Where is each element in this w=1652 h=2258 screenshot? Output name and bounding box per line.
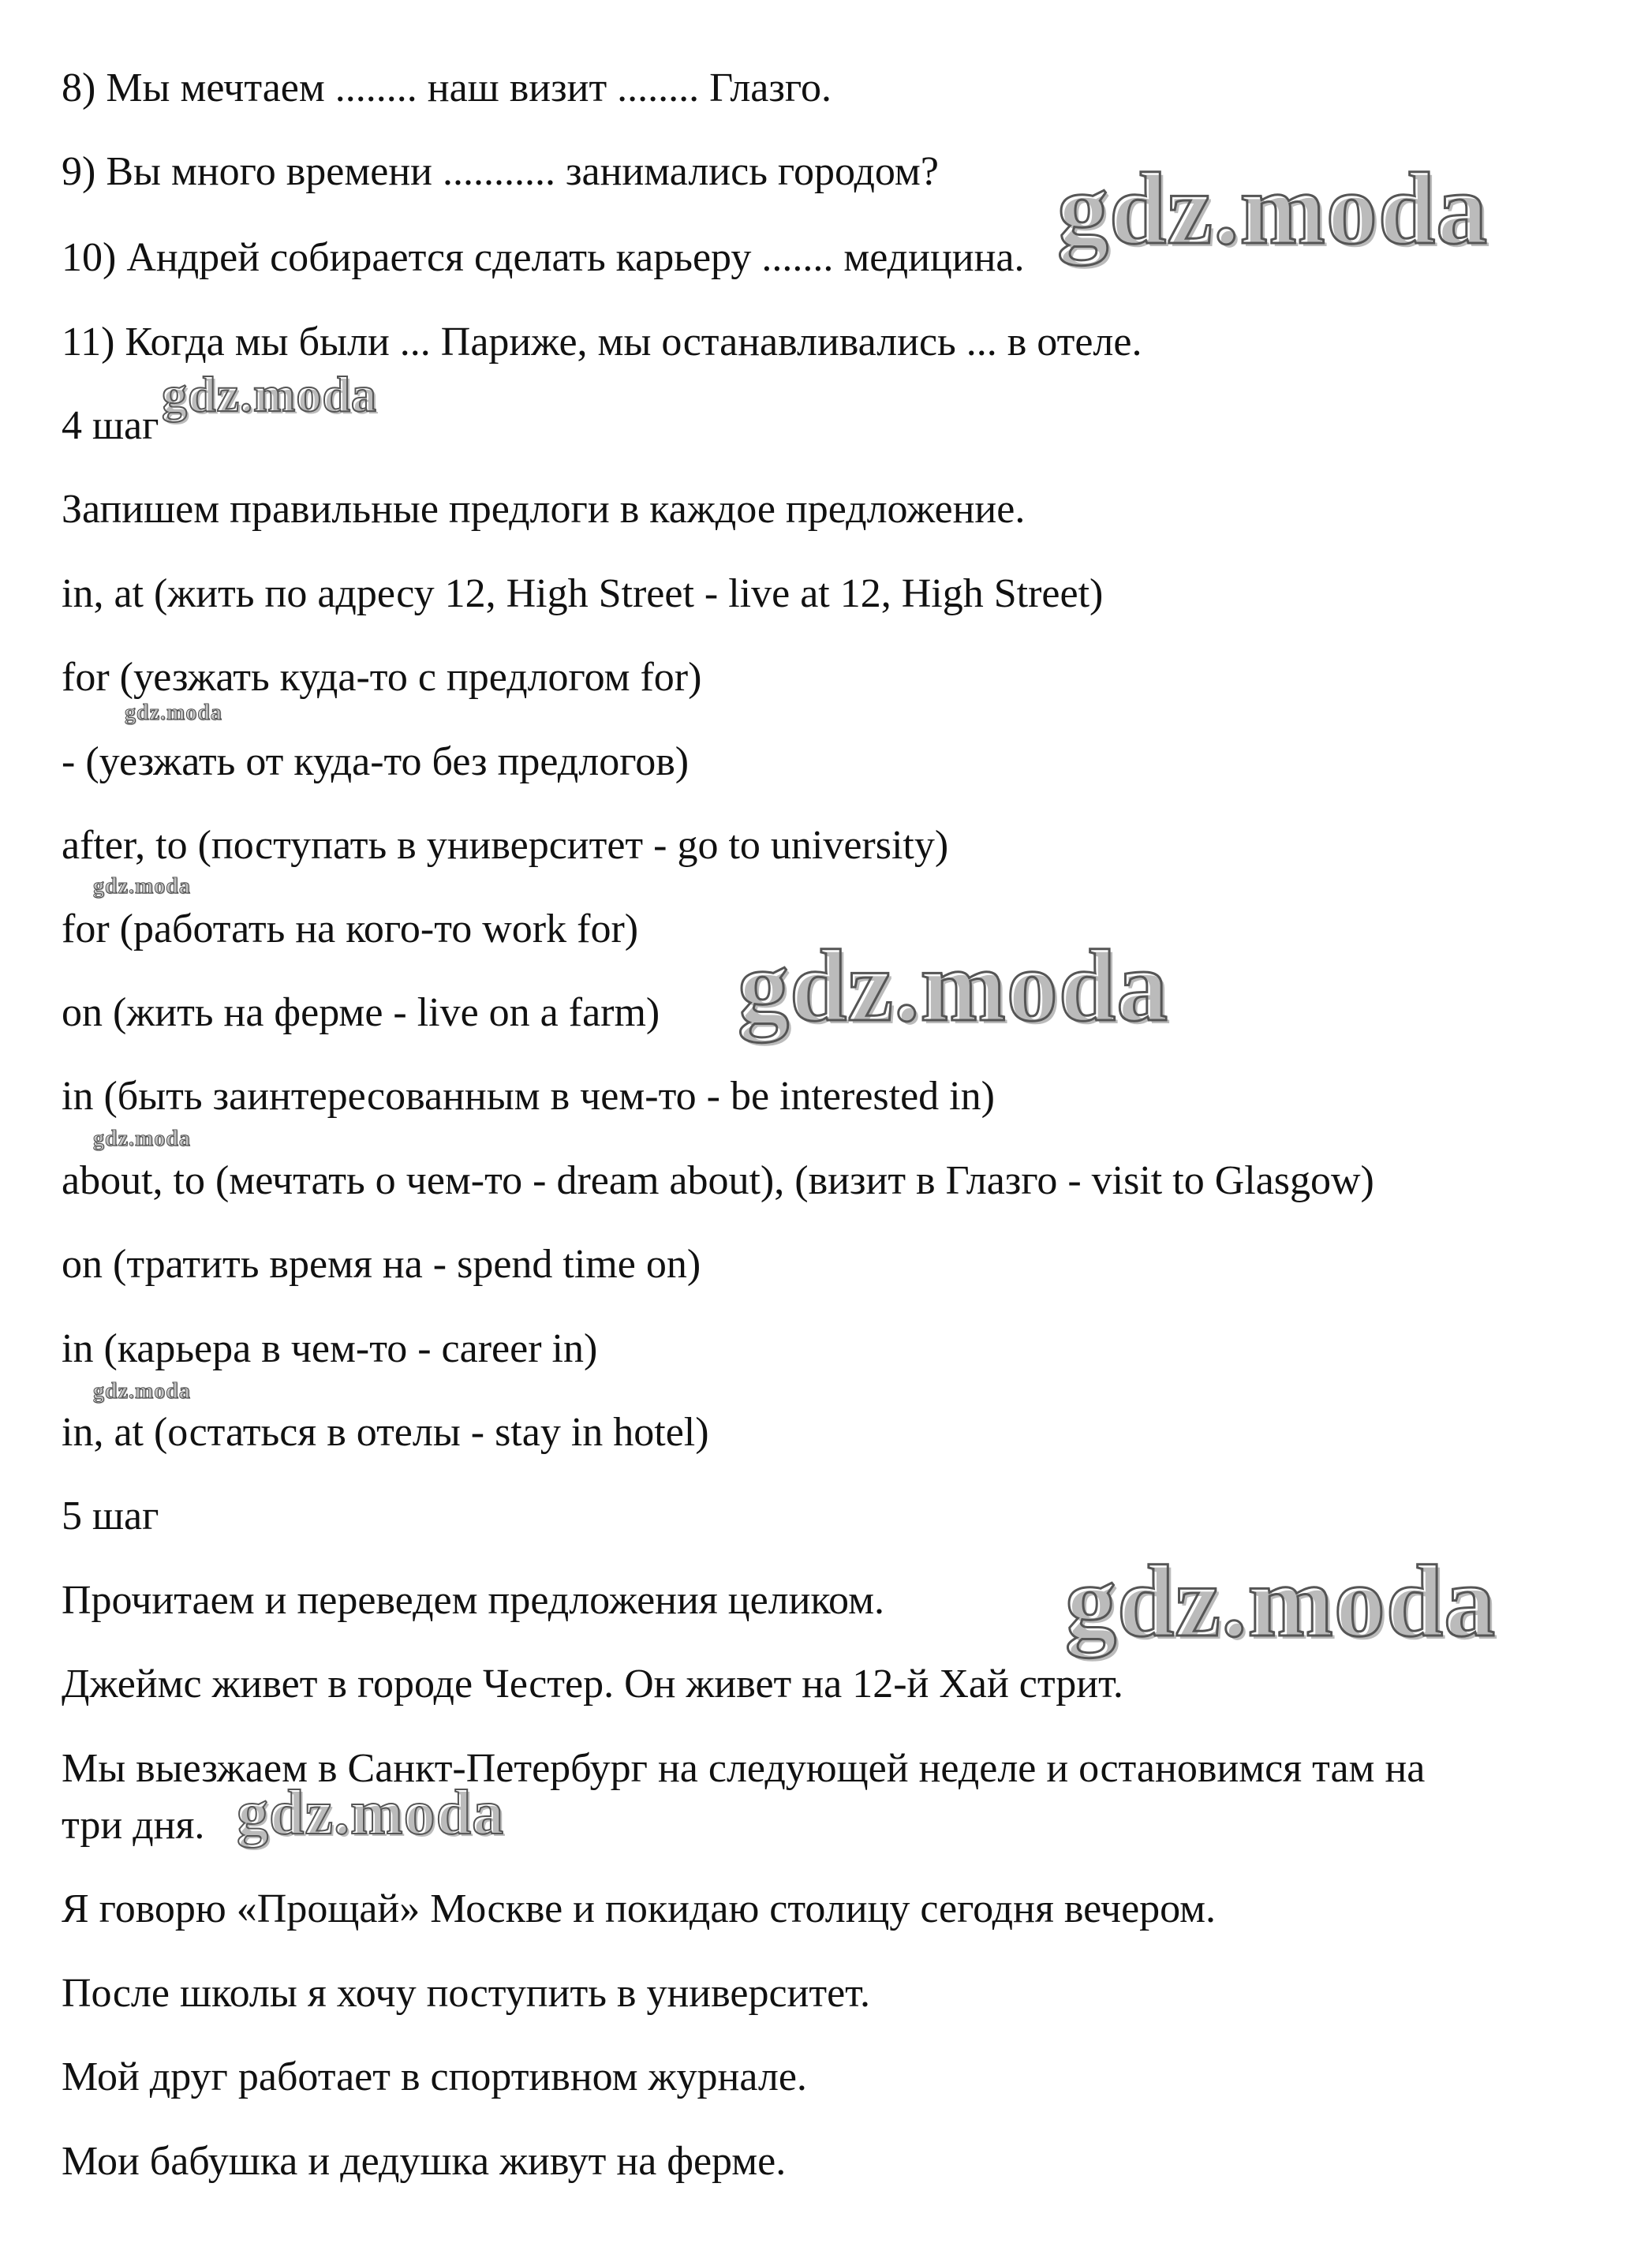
watermark-logo: gdz.moda [125, 701, 222, 725]
step4-answer-7: in (быть заинтересованным в чем-то - be interested in) [62, 1074, 995, 1119]
exercise-line-8: 8) Мы мечтаем ........ наш визит ........ Глазго. [62, 65, 832, 110]
watermark-logo: gdz.moda [93, 1379, 191, 1404]
watermark-logo: gdz.moda [237, 1778, 505, 1848]
step5-translation-4: После школы я хочу поступить в университет. [62, 1971, 870, 2016]
step5-heading: 5 шаг [62, 1493, 159, 1538]
step5-translation-3: Я говорю «Прощай» Москве и покидаю столицу сегодня вечером. [62, 1886, 1217, 1931]
step4-answer-4: after, to (поступать в университет - go to university) [62, 823, 949, 868]
step4-answer-10: in (карьера в чем-то - career in) [62, 1326, 598, 1371]
step4-answer-2: for (уезжать куда-то с предлогом for) [62, 655, 702, 700]
step4-answer-1: in, at (жить по адресу 12, High Street - live at 12, High Street) [62, 571, 1104, 616]
step4-answer-8: about, to (мечтать о чем-то - dream about), (визит в Глазго - visit to Glasgow) [62, 1158, 1374, 1203]
step5-intro: Прочитаем и переведем предложения целиком. [62, 1578, 884, 1623]
step5-translation-6: Мои бабушка и дедушка живут на ферме. [62, 2139, 787, 2184]
step4-answer-6: on (жить на ферме - live on a farm) [62, 990, 660, 1035]
watermark-logo: gdz.moda [162, 366, 377, 422]
step4-answer-3: - (уезжать от куда-то без предлогов) [62, 739, 690, 784]
step4-intro: Запишем правильные предлоги в каждое предложение. [62, 487, 1026, 532]
exercise-line-10: 10) Андрей собирается сделать карьеру ....... медицина. [62, 235, 1025, 280]
watermark-logo: gdz.moda [1065, 1545, 1497, 1658]
step4-heading: 4 шаг [62, 403, 159, 448]
step5-translation-2-cont: три дня. [62, 1803, 205, 1848]
watermark-logo: gdz.moda [738, 929, 1169, 1043]
step4-answer-9: on (тратить время на - spend time on) [62, 1242, 701, 1287]
exercise-line-9: 9) Вы много времени ........... занимались городом? [62, 149, 939, 194]
step4-answer-11: in, at (остаться в отелы - stay in hotel) [62, 1410, 709, 1455]
step5-translation-2: Мы выезжаем в Санкт-Петербург на следующей неделе и остановимся там на [62, 1746, 1426, 1791]
watermark-logo: gdz.moda [93, 874, 191, 899]
exercise-line-11: 11) Когда мы были ... Париже, мы останавливались ... в отеле. [62, 320, 1142, 364]
watermark-logo: gdz.moda [1057, 152, 1489, 266]
step4-answer-5: for (работать на кого-то work for) [62, 907, 639, 951]
step5-translation-5: Мой друг работает в спортивном журнале. [62, 2054, 807, 2099]
watermark-logo: gdz.moda [93, 1127, 191, 1151]
step5-translation-1: Джеймс живет в городе Честер. Он живет на 12-й Хай стрит. [62, 1662, 1123, 1707]
